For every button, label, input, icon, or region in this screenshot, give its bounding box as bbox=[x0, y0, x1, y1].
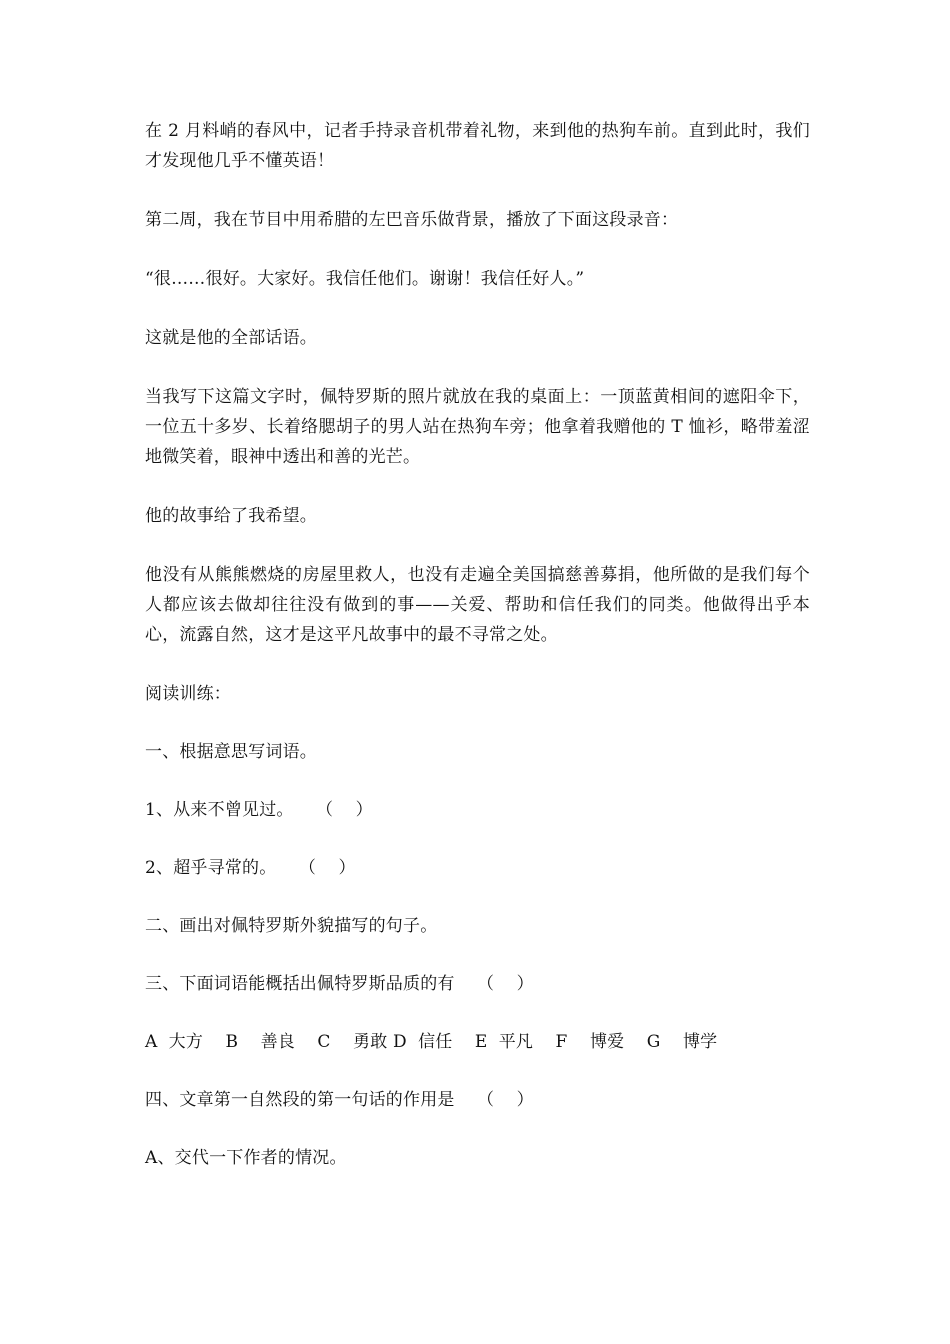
question-1-item-1: 1、从来不曾见过。 （ ） bbox=[145, 800, 373, 820]
question-4: 四、文章第一自然段的第一句话的作用是 （ ） bbox=[145, 1090, 534, 1110]
paragraph-hope: 他的故事给了我希望。 bbox=[145, 506, 317, 526]
paragraph-interview: 在 2 月料峭的春风中，记者手持录音机带着礼物，来到他的热狗车前。直到此时，我们才发现他几乎不懂英语！ bbox=[145, 121, 810, 171]
paragraph-quote: “很……很好。大家好。我信任他们。谢谢！我信任好人。” bbox=[145, 269, 585, 289]
paragraph-second-week: 第二周，我在节目中用希腊的左巴音乐做背景，播放了下面这段录音： bbox=[145, 210, 679, 230]
question-1-heading: 一、根据意思写词语。 bbox=[145, 742, 317, 762]
document-body bbox=[145, 116, 810, 1201]
question-1-item-2: 2、超乎寻常的。 （ ） bbox=[145, 858, 356, 878]
question-3-options: A 大方 B 善良 C 勇敢 D 信任 E 平凡 F 博爱 G 博学 bbox=[145, 1032, 718, 1052]
paragraph-conclusion: 他没有从熊熊燃烧的房屋里救人，也没有走遍全美国搞慈善募捐，他所做的是我们每个人都应该去做却往往没有做到的事——关爱、帮助和信任我们的同类。他做得出乎本心，流露自然，这才是这平凡故事中的最不寻常之处。 bbox=[145, 565, 810, 645]
paragraph-all-words: 这就是他的全部话语。 bbox=[145, 328, 317, 348]
question-4-option-a: A、交代一下作者的情况。 bbox=[145, 1148, 347, 1168]
question-2: 二、画出对佩特罗斯外貌描写的句子。 bbox=[145, 916, 438, 936]
question-3: 三、下面词语能概括出佩特罗斯品质的有 （ ） bbox=[145, 974, 534, 994]
paragraph-photo-description: 当我写下这篇文字时，佩特罗斯的照片就放在我的桌面上：一顶蓝黄相间的遮阳伞下，一位五十多岁、长着络腮胡子的男人站在热狗车旁；他拿着我赠他的 T 恤衫，略带羞涩地微笑着，眼神中透出和善的光芒。 bbox=[145, 387, 810, 467]
section-reading-training: 阅读训练： bbox=[145, 684, 231, 704]
